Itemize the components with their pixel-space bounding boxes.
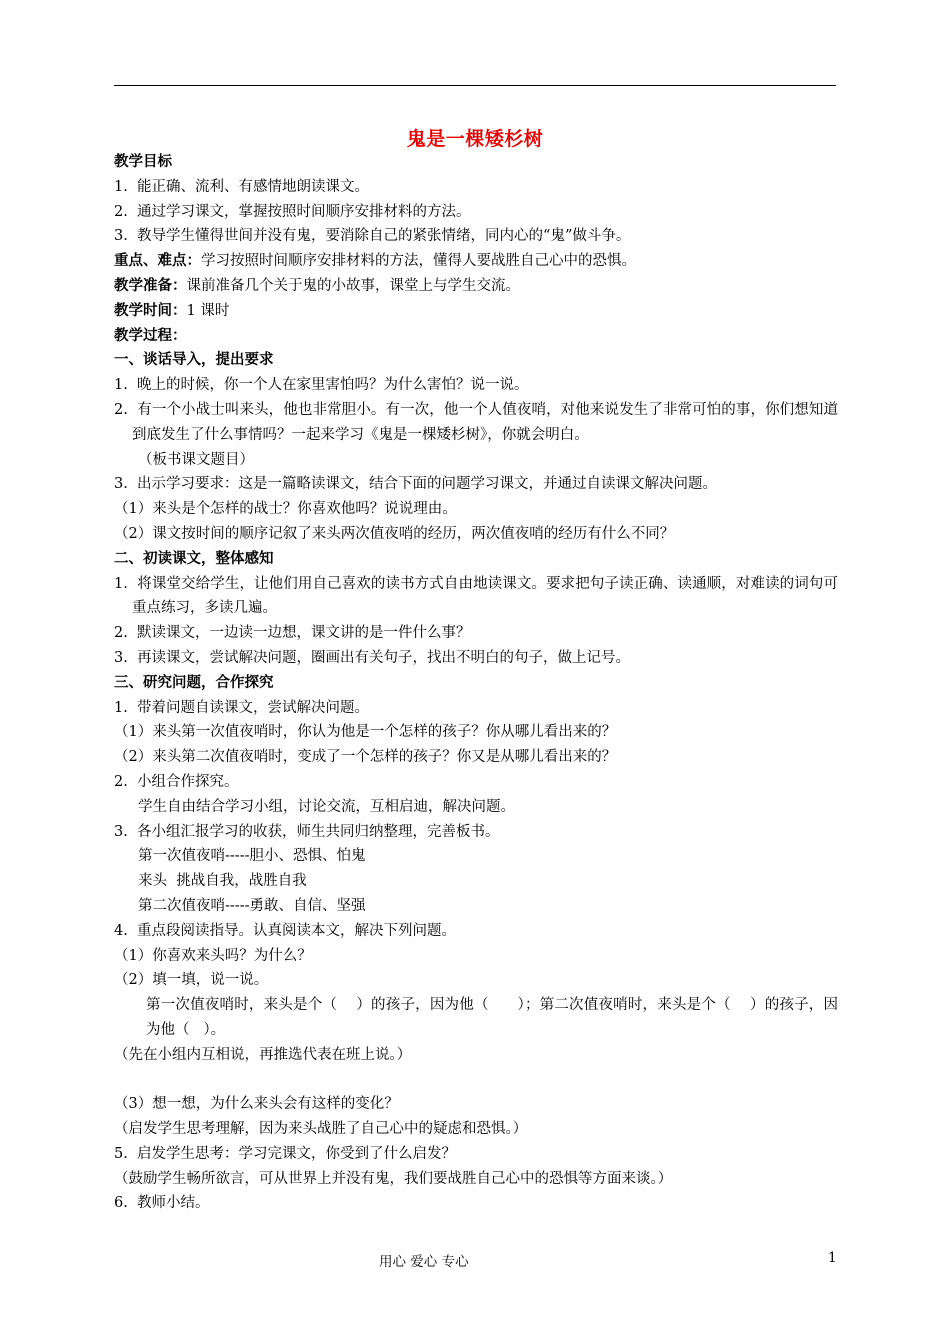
body-line: （鼓励学生畅所欲言，可从世界上并没有鬼，我们要战胜自己心中的恐惧等方面来谈。）: [114, 1170, 673, 1187]
footer-motto: 用心 爱心 专心: [379, 1254, 469, 1270]
body-line: （启发学生思考理解，因为来头战胜了自己心中的疑虑和恐惧。）: [114, 1121, 528, 1138]
field-value: 学习按照时间顺序安排材料的方法，懂得人要战胜自己心中的恐惧。: [201, 253, 636, 270]
body-line: 3. 教导学生懂得世间并没有鬼，要消除自己的紧张情绪，同内心的“鬼”做斗争。: [114, 228, 631, 245]
body-line: 3. 各小组汇报学习的收获，师生共同归纳整理，完善板书。: [114, 823, 500, 840]
section-heading: 三、研究问题，合作探究: [114, 674, 274, 691]
body-line: [114, 274, 838, 299]
body-line: 5. 启发学生思考：学习完课文，你受到了什么启发？: [114, 1145, 457, 1162]
body-line: 3. 出示学习要求：这是一篇略读课文，结合下面的问题学习课文，并通过自读课文解决问题。: [114, 476, 718, 493]
body-line: 2. 有一个小战士叫来头，他也非常胆小。有一次，他一个人值夜哨，对他来说发生了非常可怕的事，你们想知道到底发生了什么事情吗？一起来学习《鬼是一棵矮杉树》，你就会明白。: [114, 401, 838, 443]
field-label: 教学时间：: [114, 302, 187, 319]
body-line: 6. 教师小结。: [114, 1195, 210, 1212]
section-heading: 二、初读课文，整体感知: [114, 550, 274, 567]
body-line: 2. 小组合作探究。: [114, 773, 239, 790]
section-heading: 教学过程：: [114, 327, 187, 344]
body-line: 第一次值夜哨时，来头是个（ ）的孩子，因为他（ ）；第二次值夜哨时，来头是个（ ）的孩子，因为他（ ）。: [146, 997, 838, 1038]
body-line: （1）来头是个怎样的战士？你喜欢他吗？说说理由。: [114, 501, 457, 518]
body-line: （3）想一想，为什么来头会有这样的变化？: [114, 1096, 399, 1113]
body-line: 来头 挑战自我，战胜自我: [138, 873, 307, 890]
blank-line: [114, 1067, 838, 1092]
body-line: （1）来头第一次值夜哨时，你认为他是一个怎样的孩子？你从哪儿看出来的？: [114, 724, 617, 741]
body-line: （2）来头第二次值夜哨时，变成了一个怎样的孩子？你又是从哪儿看出来的？: [114, 749, 617, 766]
body-line: （先在小组内互相说，再推选代表在班上说。）: [114, 1046, 412, 1063]
body-line: 1. 能正确、流利、有感情地朗读课文。: [114, 178, 370, 195]
body-line: 1. 晚上的时候，你一个人在家里害怕吗？为什么害怕？说一说。: [114, 377, 529, 394]
page-number: 1: [828, 1250, 837, 1266]
body-line: 2. 通过学习课文，掌握按照时间顺序安排材料的方法。: [114, 203, 471, 220]
section-heading: 教学目标: [114, 154, 172, 170]
field-value: 课前准备几个关于鬼的小故事，课堂上与学生交流。: [186, 277, 520, 294]
body-line: 1. 将课堂交给学生，让他们用自己喜欢的读书方式自由地读课文。要求把句子读正确、读通顺，对难读的词句可重点练习，多读几遍。: [114, 575, 838, 617]
document-body: [114, 150, 838, 1216]
body-line: 第二次值夜哨-----勇敢、自信、坚强: [138, 897, 366, 914]
body-line: 学生自由结合学习小组，讨论交流，互相启迪，解决问题。: [138, 798, 515, 815]
body-line: [114, 249, 838, 274]
body-line: 3. 再读课文，尝试解决问题，圈画出有关句子，找出不明白的句子，做上记号。: [114, 649, 631, 666]
body-line: 2. 默读课文，一边读一边想，课文讲的是一件什么事？: [114, 625, 471, 642]
body-line: （板书课文题目）: [138, 451, 254, 468]
body-line: （1）你喜欢来头吗？为什么？: [114, 947, 312, 964]
field-label: 教学准备：: [114, 277, 187, 294]
body-line: （2）填一填，说一说。: [114, 972, 269, 989]
body-line: 4. 重点段阅读指导。认真阅读本文，解决下列问题。: [114, 922, 457, 939]
field-label: 重点、难点：: [114, 253, 201, 270]
body-line: [114, 299, 838, 324]
body-line: （2）课文按时间的顺序记叙了来头两次值夜哨的经历，两次值夜哨的经历有什么不同？: [114, 525, 675, 542]
header-rule: [114, 85, 836, 86]
section-heading: 一、谈话导入，提出要求: [114, 352, 274, 369]
field-value: 1 课时: [186, 302, 230, 319]
body-line: 第一次值夜哨-----胆小、恐惧、怕鬼: [138, 848, 366, 865]
document-title: 鬼是一棵矮杉树: [406, 128, 544, 150]
body-line: 1. 带着问题自读课文，尝试解决问题。: [114, 699, 370, 716]
